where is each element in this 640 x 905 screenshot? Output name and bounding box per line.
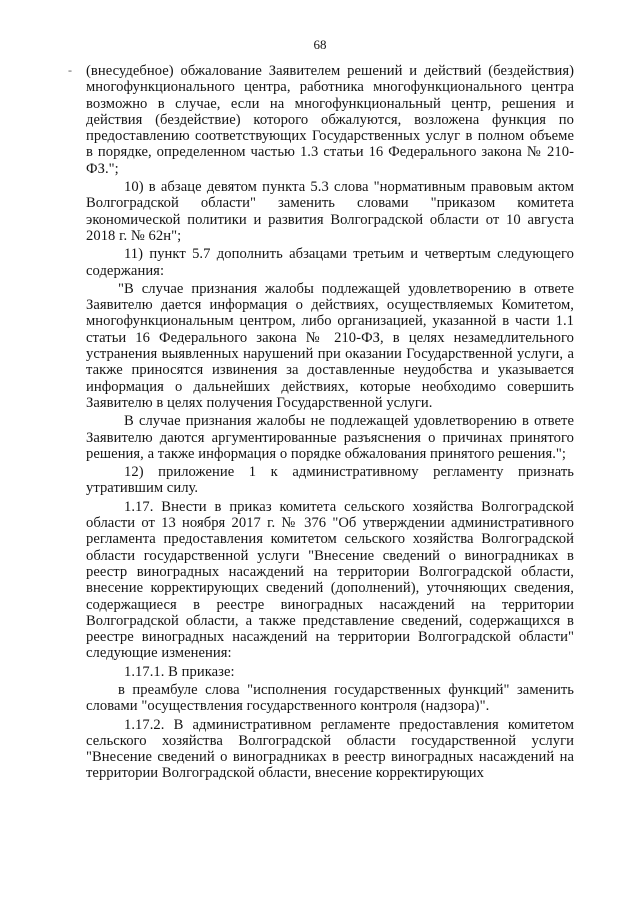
paragraph-section-1-17: 1.17. Внести в приказ комитета сельского хозяйства Волгоградской области от 13 ноября 2017 г. № 376 "Об утверждении административного регламента предоставления комитетом сельского хозяйства Волгоградской области государственной услуги "Внесение сведений о виноградниках в реестр виноградных насаждений на территории Волгоградской области, внесение корректирующих сведений (дополнений), уточняющих сведения, содержащиеся в реестре виноградных насаждений на территории Волгоградской области, а также представление сведений, содержащихся в реестре виноградных насаждений на территории Волгоградской области" следующие изменения: bbox=[86, 498, 574, 662]
paragraph-item-12: 12) приложение 1 к административному регламенту признать утратившим силу. bbox=[86, 464, 574, 497]
paragraph-section-1-17-1: 1.17.1. В приказе: bbox=[124, 663, 235, 680]
page-number: 68 bbox=[313, 37, 327, 52]
paragraph-item-10: 10) в абзаце девятом пункта 5.3 слова "нормативным правовым актом Волгоградской области" заменить словами "приказом комитета экономической политики и развития Волгоградской области от 10 августа 2018 г. № 62н"; bbox=[86, 179, 574, 244]
document-body bbox=[86, 63, 574, 784]
paragraph-section-1-17-2: 1.17.2. В административном регламенте предоставления комитетом сельского хозяйства Волгоградской области государственной услуги "Внесение сведений о виноградниках в реестр виноградных насаждений на территории Волгоградской области, внесение корректирующих bbox=[86, 716, 574, 782]
paragraph-complaint-satisfied: "В случае признания жалобы подлежащей удовлетворению в ответе Заявителю дается информация о действиях, осуществляемых Комитетом, многофункциональным центром, либо организацией, указанной в части 1.1 статьи 16 Федерального закона № 210-ФЗ, в целях незамедлительного устранения выявленных нарушений при оказании Государственной услуги, а также приносятся извинения за доставленные неудобства и указывается информация о дальнейших действиях, которые необходимо совершить Заявителю в целях получения Государственной услуги. bbox=[86, 280, 574, 411]
paragraph-preamble-change: в преамбуле слова "исполнения государственных функций" заменить словами "осуществления государственного контроля (надзора)". bbox=[86, 681, 574, 715]
paragraph-complaint-rejected: В случае признания жалобы не подлежащей удовлетворению в ответе Заявителю даются аргументированные разъяснения о причинах принятого решения, а также информация о порядке обжалования принятого решения."; bbox=[86, 413, 574, 462]
margin-mark: - bbox=[68, 63, 72, 77]
paragraph-complaint-mfc: (внесудебное) обжалование Заявителем решений и действий (бездействия) многофункционального центра, работника многофункционального центра возможно в случае, если на многофункциональный центр, решения и действия (бездействие) которого обжалуются, возложена функция по предоставлению соответствующих Государственных услуг в полном объеме в порядке, определенном частью 1.3 статьи 16 Федерального закона № 210-ФЗ."; bbox=[86, 63, 574, 177]
paragraph-item-11: 11) пункт 5.7 дополнить абзацами третьим и четвертым следующего содержания: bbox=[86, 246, 574, 279]
